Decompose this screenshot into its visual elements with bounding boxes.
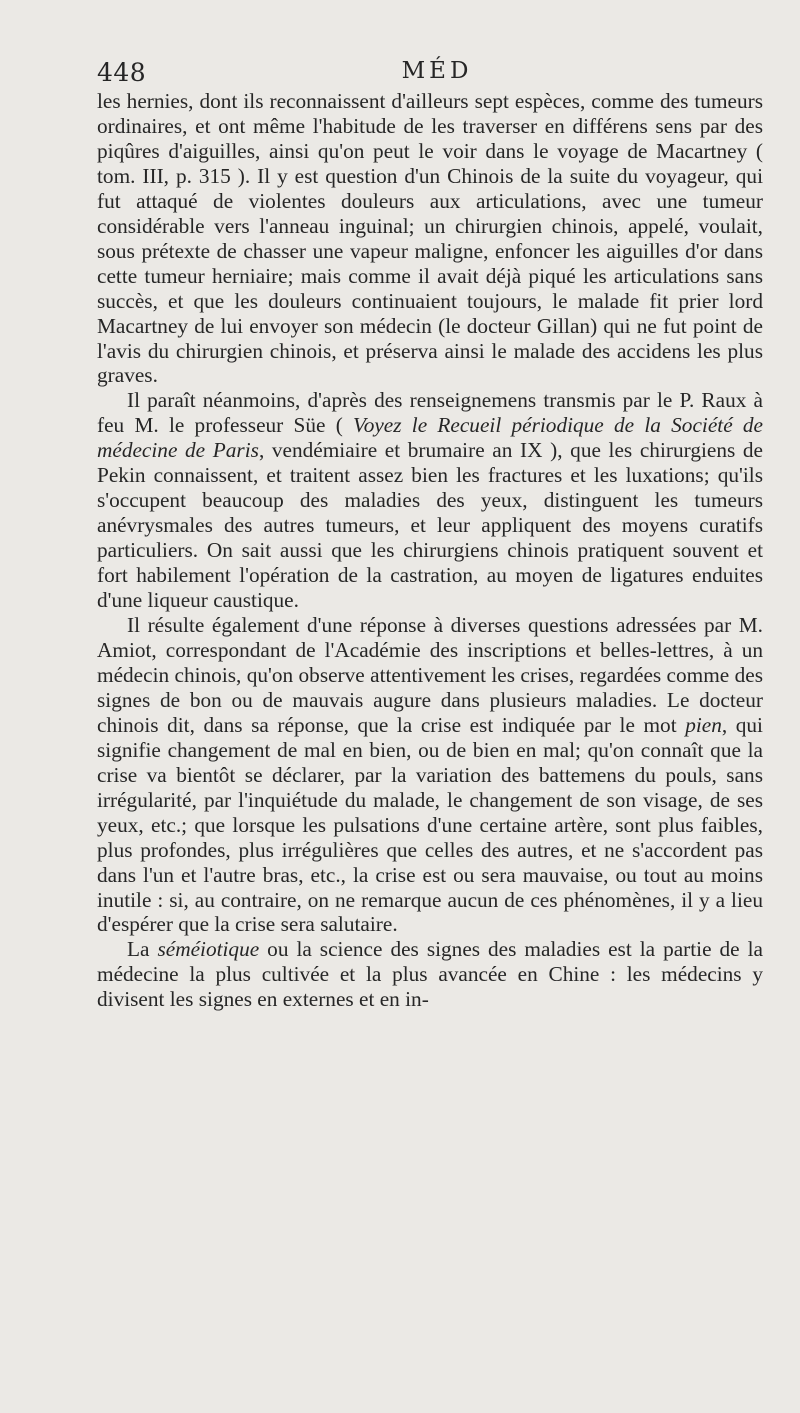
- paragraph: [97, 388, 763, 613]
- text-segment: , qui signifie changement de mal en bien, ou de bien en mal; qu'on connaît que la crise va bientôt se déclarer, par la variation des battemens du pouls, sans irrégularité, par l'inquiétude du malade, le changement de son visage, de ses yeux, etc.; que lorsque les pulsations d'une certaine artère, sont plus faibles, plus profondes, plus irrégulières que celles des autres, et ne s'accordent pas dans l'un et l'autre bras, etc., la crise est ou sera mauvaise, ou tout au moins inutile : si, au contraire, on ne remarque aucun de ces phénomènes, il y a lieu d'espérer que la crise sera salutaire.: [97, 712, 763, 937]
- text-segment: Il paraît néanmoins, d'après des renseignemens transmis par le P. Raux à feu M. le professeur Süe (: [97, 388, 763, 438]
- paragraph: [97, 937, 763, 1012]
- page-number: 448: [97, 58, 147, 87]
- text-segment: Il résulte également d'une réponse à diverses questions adressées par M. Amiot, correspondant de l'Académie des inscriptions et belles-lettres, à un médecin chinois, qu'on observe attentivement les crises, regardées comme des signes de bon ou de mauvais augure dans plusieurs maladies. Le docteur chinois dit, dans sa réponse, que la crise est indiquée par le mot: [97, 613, 763, 737]
- text-segment: les hernies, dont ils reconnaissent d'ailleurs sept espèces, comme des tumeurs ordinaires, et ont même l'habitude de les traverser en différens sens par des piqûres d'aiguilles, ainsi qu'on peut le voir dans le voyage de Macartney ( tom. III, p. 315 ). Il y est question d'un Chinois de la suite du voyageur, qui fut attaqué de violentes douleurs aux articulations, avec une tumeur considérable vers l'anneau inguinal; un chirurgien chinois, appelé, voulait, sous prétexte de chasser une vapeur maligne, enfoncer les aiguilles d'or dans cette tumeur herniaire; mais comme il avait déjà piqué les articulations sans succès, et que les douleurs continuaient toujours, le malade fit prier lord Macartney de lui envoyer son médecin (le docteur Gillan) qui ne fut point de l'avis du chirurgien chinois, et préserva ainsi le malade des accidens les plus graves.: [97, 89, 763, 388]
- body-text: [97, 89, 763, 1012]
- text-segment: ou la science des signes des maladies est la partie de la médecine la plus cultivée et la plus avancée en Chine : les médecins y divisent les signes en externes et en in-: [97, 937, 763, 1012]
- text-segment-italic: Voyez le Recueil périodique de la Société de médecine de Paris: [97, 413, 763, 463]
- text-segment-italic: séméiotique: [157, 937, 260, 962]
- text-segment: , vendémiaire et brumaire an IX ), que les chirurgiens de Pekin connaissent, et traitent assez bien les fractures et les luxations; qu'ils s'occupent beaucoup des maladies des yeux, distinguent les tumeurs anévrysmales des autres tumeurs, et leur appliquent des moyens curatifs particuliers. On sait aussi que les chirurgiens chinois pratiquent souvent et fort habilement l'opération de la castration, au moyen de ligatures enduites d'une liqueur caustique.: [97, 438, 764, 613]
- paragraph: [97, 613, 763, 937]
- paragraph: [97, 89, 763, 388]
- text-segment-italic: pien: [685, 712, 722, 737]
- text-segment: La: [127, 937, 158, 962]
- running-head: MÉD: [401, 58, 473, 84]
